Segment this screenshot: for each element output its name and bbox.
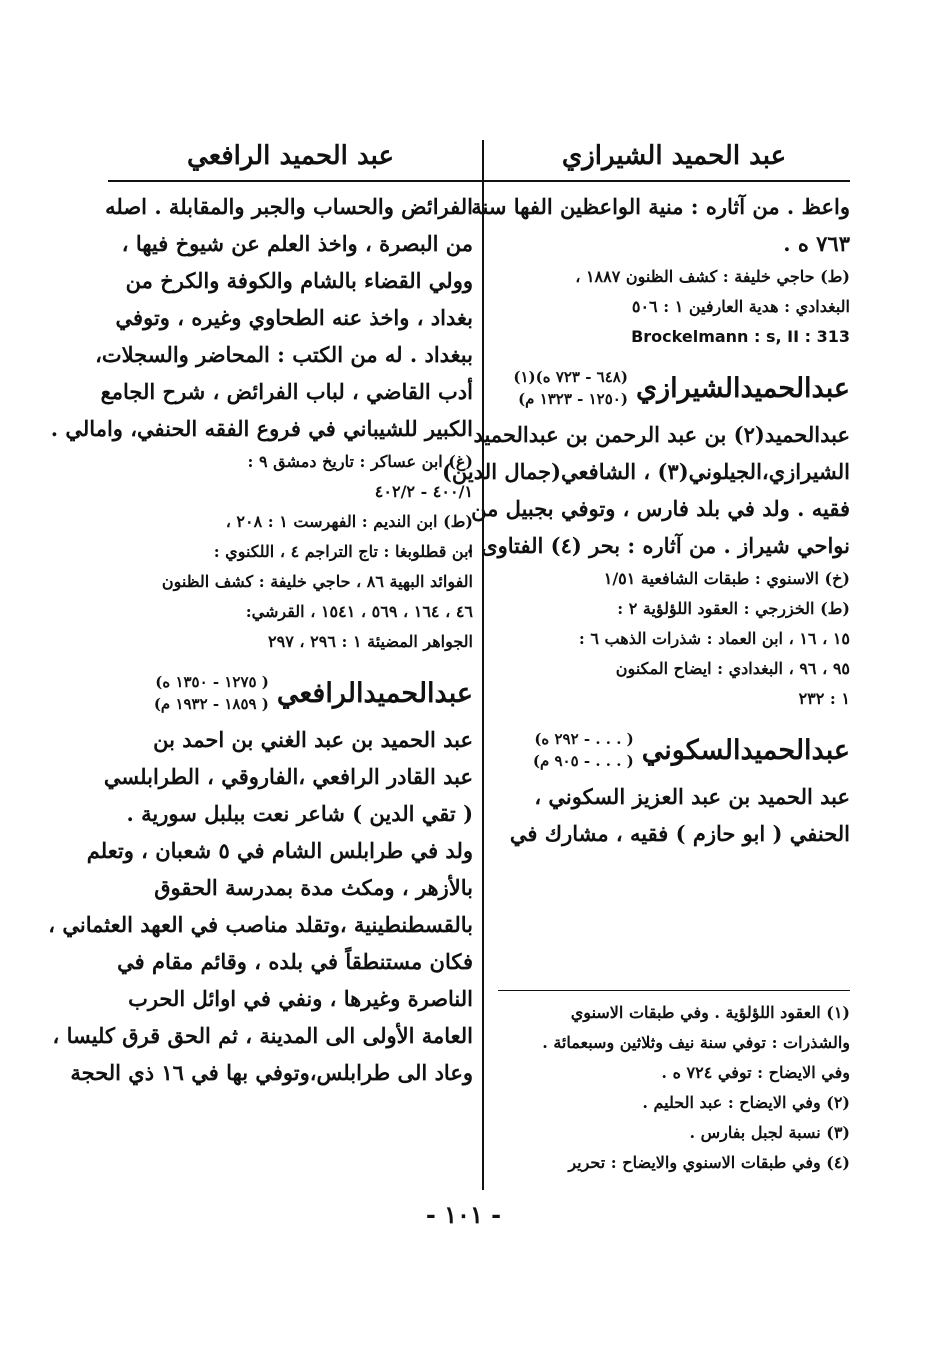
hijri-dates: ( . . . - ٢٩٢ ه): [534, 730, 634, 748]
reference-line: ٤٦ ، ١٦٤ ، ٥٦٩ ، ١٥٤١ ، القرشي:: [245, 602, 473, 621]
text-line: ولد في طرابلس الشام في ٥ شعبان ، وتعلم: [86, 838, 473, 863]
text-line: وولي القضاء بالشام والكوفة والكرخ من: [125, 268, 473, 293]
text-line: من البصرة ، واخذ العلم عن شيوخ فيها ،: [121, 231, 473, 256]
entry-dates: [513, 366, 628, 410]
entry-heading: [108, 671, 473, 715]
page-number: - ١٠١ -: [425, 1200, 502, 1229]
entry-name: عبدالحميدالسكوني: [641, 734, 850, 766]
footnote-line: (٢) وفي الايضاح : عبد الحليم .: [642, 1093, 850, 1112]
text-line: ببغداد . له من الكتب : المحاضر والسجلات،: [95, 342, 473, 367]
footnote-line: (١) العقود اللؤلؤية . وفي طبقات الاسنوي: [570, 1003, 850, 1022]
text-line: الحنفي ( ابو حازم ) فقيه ، مشارك في: [509, 821, 850, 846]
reference-line: (ط) ابن النديم : الفهرست ١ : ٢٠٨ ،: [225, 512, 473, 531]
entry-heading: [498, 728, 850, 772]
gregorian-dates: ( ١٨٥٩ - ١٩٣٢ م): [153, 695, 269, 713]
reference-line: الفوائد البهية ٨٦ ، حاجي خليفة : كشف الظنون: [161, 572, 473, 591]
text-line: أدب القاضي ، لباب الفرائض ، شرح الجامع: [100, 379, 473, 404]
text-line: وعاد الى طرابلس،وتوفي بها في ١٦ ذي الحجة: [70, 1060, 473, 1085]
footnote-line: والشذرات : توفي سنة نيف وثلاثين وسبعمائة .: [542, 1033, 850, 1052]
text-line: فقيه . ولد في بلد فارس ، وتوفي بجبيل من: [471, 496, 850, 521]
hijri-dates: ( ١٢٧٥ - ١٣٥٠ ه): [155, 673, 269, 691]
reference-line: ١٥ ، ١٦ ، ابن العماد : شذرات الذهب ٦ :: [578, 629, 850, 648]
hijri-dates: (٦٤٨ - ٧٢٣ ه)(١): [513, 368, 628, 386]
reference-line: (غ) ابن عساكر : تاريخ دمشق ٩ :: [247, 452, 473, 471]
text-line: ( تقي الدين ) شاعر نعت ببلبل سورية .: [126, 801, 473, 826]
text-line: الفرائض والحساب والجبر والمقابلة . اصله: [105, 194, 473, 219]
text-line: الناصرة وغيرها ، ونفي في اوائل الحرب: [128, 986, 473, 1011]
text-line: نواحي شيراز . من آثاره : بحر (٤) الفتاوى .: [466, 533, 850, 558]
gregorian-dates: ( . . . - ٩٠٥ م): [532, 752, 634, 770]
footnote-line: (٣) نسبة لجبل بفارس .: [689, 1123, 850, 1142]
footnote-line: (٤) وفي طبقات الاسنوي والايضاح : تحرير: [568, 1153, 850, 1172]
header-rule: [108, 180, 850, 182]
text-line: عبدالحميد(٢) بن عبد الرحمن بن عبدالحميد: [473, 422, 850, 447]
entry-name: عبدالحميدالشيرازي: [635, 372, 850, 404]
latin-reference: Brockelmann : s, II : 313: [631, 327, 850, 346]
footnote-line: وفي الايضاح : توفي ٧٢٤ ه .: [661, 1063, 850, 1082]
column-divider: [482, 140, 484, 1190]
text-line: الشيرازي،الجيلوني(٣) ، الشافعي(جمال الدين): [442, 459, 850, 484]
reference-line: (ط) الخزرجي : العقود اللؤلؤية ٢ :: [617, 599, 850, 618]
reference-line: (ط) حاجي خليفة : كشف الظنون ١٨٨٧ ،: [575, 267, 850, 286]
reference-line: ابن قطلوبغا : تاج التراجم ٤ ، اللكنوي :: [213, 542, 473, 561]
reference-line: الجواهر المضيئة ١ : ٢٩٦ ، ٢٩٧: [268, 632, 473, 651]
left-column: [48, 188, 473, 1091]
text-line: عبد القادر الرافعي ،الفاروقي ، الطرابلسي: [103, 764, 473, 789]
text-line: بغداد ، واخذ عنه الطحاوي وغيره ، وتوفي: [115, 305, 473, 330]
text-line: ٧٦٣ ه .: [783, 231, 850, 256]
text-line: واعظ . من آثاره : منية الواعظين الفها سنة: [471, 194, 850, 219]
entry-heading: [498, 366, 850, 410]
reference-line: ١ : ٢٣٢: [798, 689, 850, 708]
left-column-title: عبد الحميد الرافعي: [187, 141, 394, 171]
text-line: العامة الأولى الى المدينة ، ثم الحق قرق كليسا ،: [52, 1023, 473, 1048]
text-line: بالأزهر ، ومكث مدة بمدرسة الحقوق: [154, 875, 473, 900]
right-column-title: عبد الحميد الشيرازي: [561, 141, 787, 171]
text-line: فكان مستنطقاً في بلده ، وقائم مقام في: [117, 949, 473, 974]
footnotes: [498, 998, 850, 1178]
reference-line: ٤٠٠/١ - ٤٠٢/٢: [374, 482, 473, 501]
text-line: عبد الحميد بن عبد الغني بن احمد بن: [153, 727, 473, 752]
footnote-rule: [498, 990, 850, 991]
entry-name: عبدالحميدالرافعي: [276, 677, 473, 709]
reference-line: البغدادي : هدية العارفين ١ : ٥٠٦: [631, 297, 850, 316]
text-line: الكبير للشيباني في فروع الفقه الحنفي، وامالي .: [50, 416, 473, 441]
text-line: عبد الحميد بن عبد العزيز السكوني ،: [534, 784, 850, 809]
entry-dates: [154, 671, 269, 715]
right-column: [442, 188, 850, 852]
text-line: بالقسطنطينية ،وتقلد مناصب في العهد العثماني ،: [48, 912, 473, 937]
entry-dates: [533, 728, 634, 772]
reference-line: ٩٥ ، ٩٦ ، البغدادي : ايضاح المكنون: [615, 659, 850, 678]
gregorian-dates: (١٢٥٠ - ١٣٢٣ م): [518, 390, 628, 408]
reference-line: (خ) الاسنوي : طبقات الشافعية ١/٥١: [603, 569, 850, 588]
